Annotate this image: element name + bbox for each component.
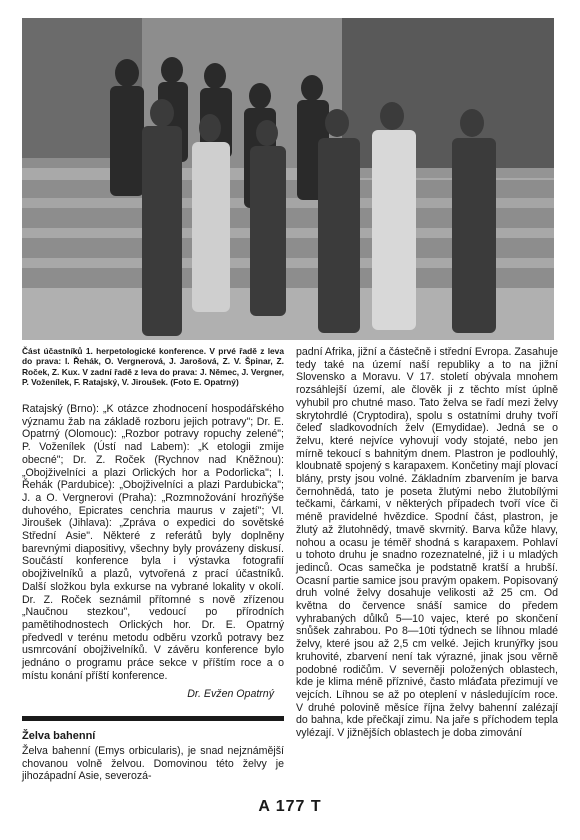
section-heading: Želva bahenní: [22, 730, 96, 742]
section-divider: [22, 716, 284, 721]
author-signature: Dr. Evžen Opatrný: [187, 688, 274, 701]
photo-caption: Část účastníků 1. herpetologické konference. V prvé řadě z leva do prava: I. Řehák, O. Vergnerová, J. Jarošová, Z. V. Špinar, Z. Roček, Z. Kux. V zadní řadě z leva do prava: J. Němec, J. Vergner, P. Voženílek, F. Ratajský, V. Jiroušek. (Foto E. Opatrný): [22, 346, 284, 388]
left-column: [22, 403, 284, 701]
turtle-article-paragraph: padní Afrika, jižní a částečně i střední Evropa. Zasahuje tedy také na území naší republiky a to na jižní Slovensko a Moravu. V 17. století obývala mnohem rozsáhlejší území, ale člověk ji z těchto míst úplně vyhubil pro chutné maso. Tato želva se řadí mezi želvy skrytohrdlé (Cryptodira), spolu s ostatními druhy tvoří čeleď sladkovodních želv (Emydidae). Jedná se o želvu, které nejvíce vyhovují vody stojaté, nebo jen mírně tekoucí s bahnitým dnem. Plastron je podlouhlý, kloubnatě spojený s karapaxem. Končetiny mají plovací blány, prsty jsou volné. Základním zbarvením je barva černohnědá, tato je poseta žlutými nebo žlutobílými tečkami, čárkami, v některých případech tvoří více či méně pravidelné hvězdice. Spodní část, plastron, je žlutý až žlutohnědý, tmavě skvrnitý. Barva kůže hlavy, nohou a ocasu je téměř shodná s karapaxem. Pohlaví u tohoto druhu je snadno rozeznatelné, již i u mladých jedinců. Ocas samečka je podstatně kratší a hrubší. Ocasní partie samice jsou pravým opakem. Popisovaný druh volné želvy dosahuje velikosti až 25 cm. Od května do července snáší samice do předem vyhrabaných důlků 5—10 vajec, které po skončení snůšek zahrabou. Po 8—10ti týdnech se líhnou mladé želvy, které jsou až 2,5 cm velké. Jejich krunýřky jsou kruhovité, zbarvení není tak výrazné, jinak jsou věrně podobné rodičům. V severněji položených oblastech, kde je klima méně příznivé, často mláďata přezimují ve vejcích. Líhnou se až po oteplení v následujícím roce. V druhé polovině měsíce října želvy bahenní zalézají do bahna, kde přečkají zimu. Na jaře s příchodem tepla vylézají. V jižnějších oblastech je doba zimování: [296, 346, 558, 740]
group-photo-illustration: [22, 18, 554, 340]
page-number: A 177 T: [258, 798, 322, 815]
right-column: [296, 346, 558, 740]
conference-report-paragraph: Ratajský (Brno): „K otázce zhodnocení hospodářského významu žab na základě rozboru jejich potravy"; Dr. E. Opatrný (Olomouc): „Rozbor potravy ropuchy zelené"; P. Voženílek (Ústí nad Labem): „K etologii zmije obecné"; Dr. Z. Roček (Rychnov nad Kněžnou): „Obojživelníci a plazi Orlických hor a Podorlicka"; I. Řehák (Pardubice): „Obojživelníci a plazi Pardubicka"; J. a O. Vergnerovi (Praha): „Rozmnožování hrozňýše duhového, Epicrates cenchria maurus v zajetí"; Vl. Jiroušek (Jihlava): „Zpráva o expedici do sovětské Střední Asie". Některé z referátů byly doplněny barevnými diapositivy, všechny byly provázeny diskusí. Součástí konference byla i výstavka fotografií obojživelníků a plazů, vytvořená z prací účastníků. Další složkou byla exkurse na vybrané lokality v okolí. Dr. Z. Roček seznámil přítomné s nově zřízenou „Naučnou stezkou", vedoucí po přírodních pamětihodnostech Orlických hor. Dr. E. Opatrný předvedl v terénu metodu odběru vzorků potravy bez usmrcování obojživelníků. V závěru konference bylo jednáno o programu práce sekce v příštím roce a o místu konání příští konference.: [22, 403, 284, 682]
section-intro-paragraph: Želva bahenní (Emys orbicularis), je snad nejznámější chovanou volně želvou. Domovinou této želvy je jihozápadní Asie, severozá-: [22, 745, 284, 783]
conference-group-photo: [22, 18, 554, 340]
